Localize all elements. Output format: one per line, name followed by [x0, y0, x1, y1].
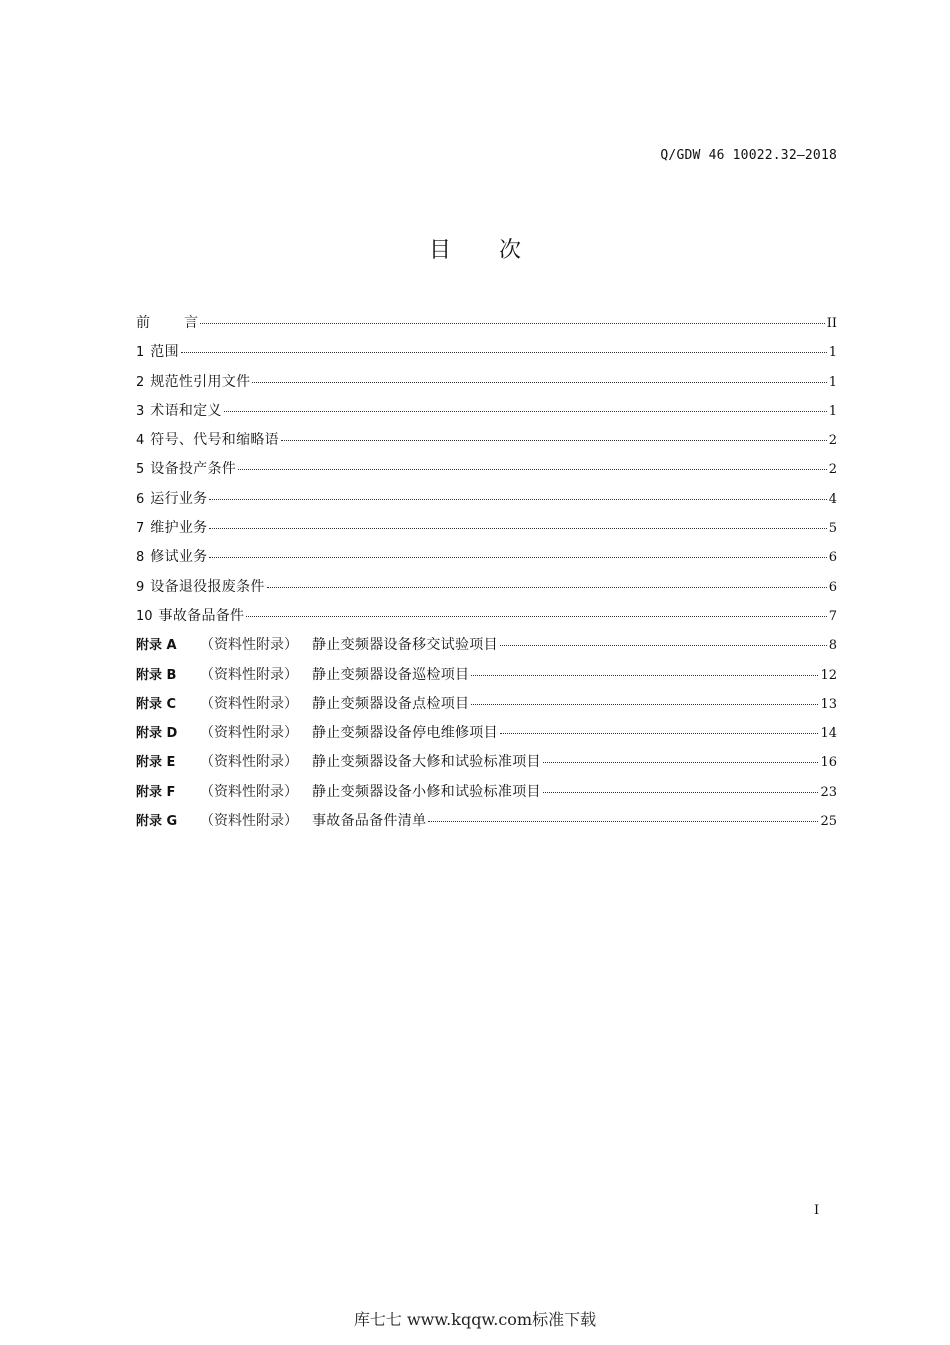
toc-label: 事故备品备件 — [158, 607, 245, 624]
toc-leader-dots — [543, 792, 819, 793]
toc-page-number: 23 — [820, 784, 837, 800]
toc-leader-dots — [543, 762, 819, 763]
toc-number: 1 — [136, 345, 145, 361]
toc-leader-dots — [246, 616, 826, 617]
toc-label: 设备投产条件 — [150, 461, 237, 478]
toc-page-number: 7 — [828, 608, 837, 624]
toc-label: 符号、代号和缩略语 — [150, 432, 279, 449]
toc-label: 术语和定义 — [150, 402, 222, 419]
toc-entry[interactable] — [136, 400, 837, 429]
toc-leader-dots — [181, 352, 827, 353]
appendix-number: 附录 B — [136, 667, 177, 683]
appendix-type: （资料性附录） — [200, 754, 298, 771]
toc-leader-dots — [471, 675, 818, 676]
appendix-number: 附录 F — [136, 784, 176, 800]
toc-label: 范围 — [150, 344, 179, 361]
appendix-number: 附录 E — [136, 755, 176, 771]
toc-entry[interactable] — [136, 488, 837, 517]
toc-leader-dots — [267, 587, 827, 588]
toc-number: 8 — [136, 550, 145, 566]
page-title — [0, 236, 950, 266]
toc-page-number: 2 — [828, 462, 837, 478]
toc-label: 维护业务 — [150, 520, 208, 537]
toc-label: 前 言 — [136, 315, 198, 331]
toc-label: 运行业务 — [150, 490, 208, 507]
toc-leader-dots — [224, 411, 827, 412]
toc-page-number: 4 — [828, 491, 837, 507]
toc-appendix-entry[interactable] — [136, 810, 837, 839]
toc-page-number: 16 — [820, 755, 837, 771]
toc-page-number: 14 — [820, 726, 837, 742]
toc-label: 静止变频器设备巡检项目 — [312, 666, 470, 683]
standard-number: Q/GDW 46 10022.32—2018 — [660, 148, 837, 163]
appendix-number: 附录 C — [136, 696, 177, 712]
toc-appendix-entry[interactable] — [136, 722, 837, 751]
title-char-2: 次 — [499, 238, 522, 263]
toc-page-number: 8 — [828, 638, 837, 654]
toc-number: 4 — [136, 433, 145, 449]
toc-appendix-entry[interactable] — [136, 664, 837, 693]
toc-appendix-entry[interactable] — [136, 693, 837, 722]
toc-label: 事故备品备件清单 — [312, 813, 427, 830]
toc-page-number: 1 — [828, 374, 837, 390]
page-number: I — [814, 1203, 820, 1218]
toc-entry[interactable] — [136, 546, 837, 575]
toc-page-number: 2 — [828, 433, 837, 449]
table-of-contents — [136, 312, 837, 839]
toc-number: 5 — [136, 462, 145, 478]
toc-leader-dots — [200, 323, 825, 324]
toc-page-number: II — [826, 316, 837, 331]
appendix-type: （资料性附录） — [200, 637, 298, 654]
toc-leader-dots — [209, 557, 826, 558]
toc-label: 静止变频器设备移交试验项目 — [312, 637, 498, 654]
toc-entry[interactable] — [136, 458, 837, 487]
toc-label: 静止变频器设备点检项目 — [312, 695, 470, 712]
toc-leader-dots — [209, 499, 826, 500]
download-watermark: 库七七 www.kqqw.com标准下载 — [353, 1310, 597, 1329]
toc-entry[interactable] — [136, 371, 837, 400]
title-char-1: 目 — [428, 238, 451, 263]
appendix-type: （资料性附录） — [200, 666, 298, 683]
toc-page-number: 1 — [828, 345, 837, 361]
toc-entry-foreword[interactable] — [136, 312, 837, 341]
toc-leader-dots — [500, 645, 827, 646]
toc-page-number: 13 — [820, 696, 837, 712]
toc-entry[interactable] — [136, 605, 837, 634]
toc-number: 9 — [136, 579, 145, 595]
toc-page-number: 6 — [828, 550, 837, 566]
toc-entry[interactable] — [136, 341, 837, 370]
toc-leader-dots — [500, 733, 819, 734]
toc-number: 10 — [136, 608, 153, 624]
toc-label: 静止变频器设备大修和试验标准项目 — [312, 754, 541, 771]
toc-page-number: 25 — [820, 814, 837, 830]
appendix-type: （资料性附录） — [200, 695, 298, 712]
toc-entry[interactable] — [136, 576, 837, 605]
toc-label: 修试业务 — [150, 549, 208, 566]
toc-leader-dots — [281, 440, 827, 441]
toc-number: 7 — [136, 521, 145, 537]
toc-number: 3 — [136, 403, 145, 419]
appendix-number: 附录 G — [136, 814, 178, 830]
toc-leader-dots — [238, 469, 827, 470]
toc-leader-dots — [428, 821, 818, 822]
toc-page-number: 5 — [828, 521, 837, 537]
toc-label: 静止变频器设备停电维修项目 — [312, 725, 498, 742]
appendix-number: 附录 A — [136, 638, 177, 654]
appendix-type: （资料性附录） — [200, 725, 298, 742]
toc-label: 静止变频器设备小修和试验标准项目 — [312, 783, 541, 800]
toc-page-number: 12 — [820, 667, 837, 683]
toc-page-number: 6 — [828, 579, 837, 595]
toc-leader-dots — [471, 704, 818, 705]
appendix-type: （资料性附录） — [200, 813, 298, 830]
toc-entry[interactable] — [136, 429, 837, 458]
toc-entry[interactable] — [136, 517, 837, 546]
toc-page-number: 1 — [828, 403, 837, 419]
toc-appendix-entry[interactable] — [136, 634, 837, 663]
toc-leader-dots — [252, 382, 826, 383]
toc-label: 设备退役报废条件 — [150, 578, 265, 595]
toc-appendix-entry[interactable] — [136, 751, 837, 780]
appendix-type: （资料性附录） — [200, 783, 298, 800]
toc-label: 规范性引用文件 — [150, 373, 251, 390]
toc-number: 2 — [136, 374, 145, 390]
toc-number: 6 — [136, 491, 145, 507]
toc-leader-dots — [209, 528, 826, 529]
toc-appendix-entry[interactable] — [136, 781, 837, 810]
appendix-number: 附录 D — [136, 726, 178, 742]
